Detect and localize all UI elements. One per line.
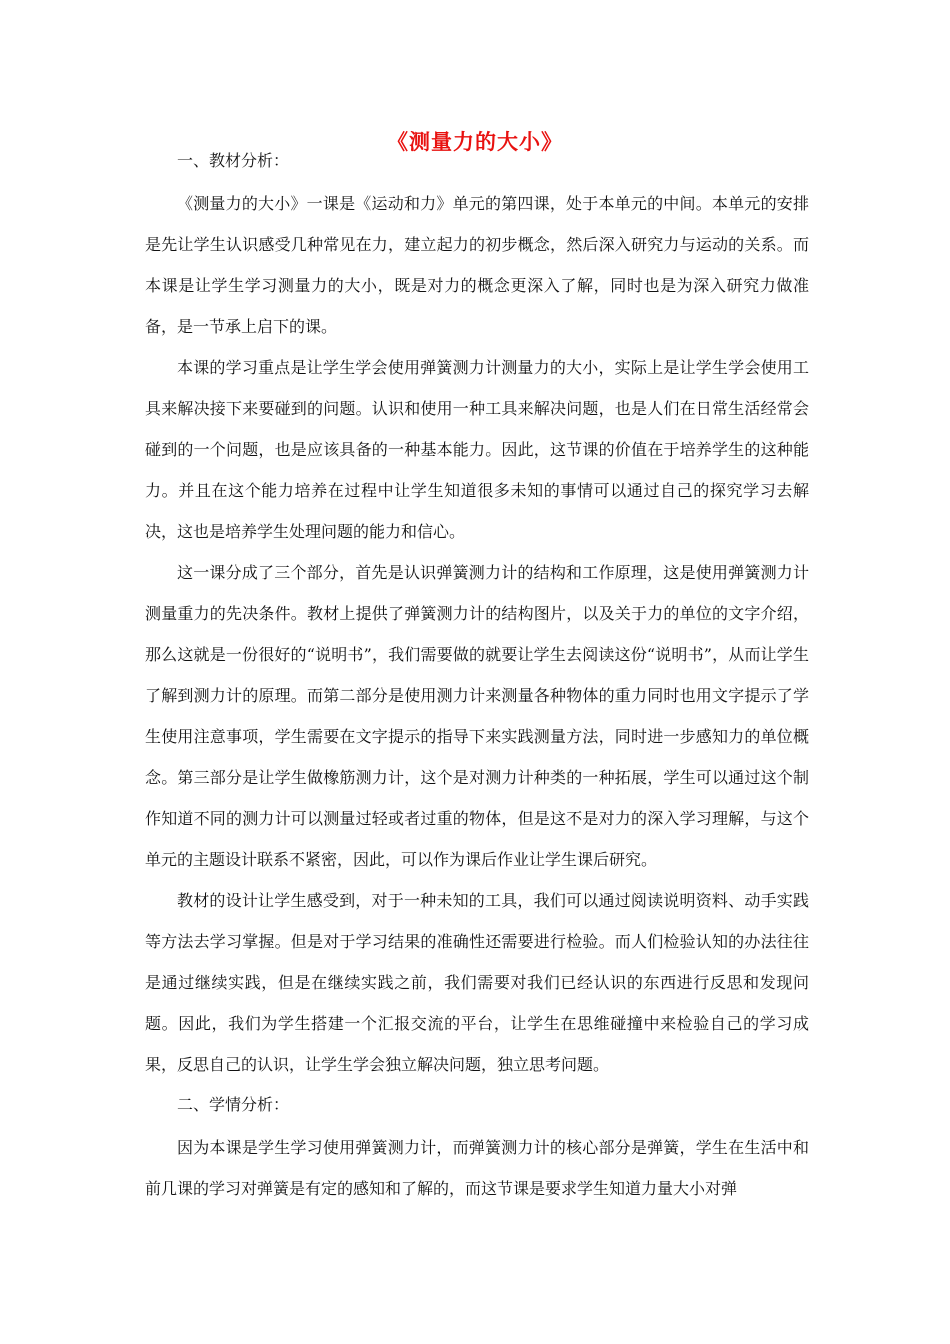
section-heading: 一、教材分析： [177, 151, 290, 170]
section-heading: 二、学情分析： [177, 1095, 290, 1114]
paragraph: 本课的学习重点是让学生学会使用弹簧测力计测量力的大小，实际上是让学生学会使用工具来解决接下来要碰到的问题。认识和使用一种工具来解决问题，也是人们在日常生活经常会碰到的一个问题，也是应该具备的一种基本能力。因此，这节课的价值在于培养学生的这种能力。并且在这个能力培养在过程中让学生知道很多未知的事情可以通过自己的探究学习去解决，这也是培养学生处理问题的能力和信心。 [145, 358, 809, 541]
paragraph: 因为本课是学生学习使用弹簧测力计，而弹簧测力计的核心部分是弹簧，学生在生活中和前几课的学习对弹簧是有定的感知和了解的，而这节课是要求学生知道力量大小对弹 [145, 1138, 809, 1198]
paragraph: 这一课分成了三个部分，首先是认识弹簧测力计的结构和工作原理，这是使用弹簧测力计测量重力的先决条件。教材上提供了弹簧测力计的结构图片，以及关于力的单位的文字介绍，那么这就是一份很好的“说明书”，我们需要做的就要让学生去阅读这份“说明书”，从而让学生了解到测力计的原理。而第二部分是使用测力计来测量各种物体的重力同时也用文字提示了学生使用注意事项，学生需要在文字提示的指导下来实践测量方法，同时进一步感知力的单位概念。第三部分是让学生做橡筋测力计，这个是对测力计种类的一种拓展，学生可以通过这个制作知道不同的测力计可以测量过轻或者过重的物体，但是这不是对力的深入学习理解，与这个单元的主题设计联系不紧密，因此，可以作为课后作业让学生课后研究。 [145, 563, 809, 869]
document-body [145, 151, 809, 1209]
paragraph: 《测量力的大小》一课是《运动和力》单元的第四课，处于本单元的中间。本单元的安排是先让学生认识感受几种常见在力，建立起力的初步概念，然后深入研究力与运动的关系。而本课是让学生学习测量力的大小，既是对力的概念更深入了解，同时也是为深入研究力做准备，是一节承上启下的课。 [145, 194, 809, 336]
document-title: 《测量力的大小》 [387, 130, 563, 154]
paragraph: 教材的设计让学生感受到，对于一种未知的工具，我们可以通过阅读说明资料、动手实践等方法去学习掌握。但是对于学习结果的准确性还需要进行检验。而人们检验认知的办法往往是通过继续实践，但是在继续实践之前，我们需要对我们已经认识的东西进行反思和发现问题。因此，我们为学生搭建一个汇报交流的平台，让学生在思维碰撞中来检验自己的学习成果，反思自己的认识，让学生学会独立解决问题，独立思考问题。 [145, 891, 809, 1074]
